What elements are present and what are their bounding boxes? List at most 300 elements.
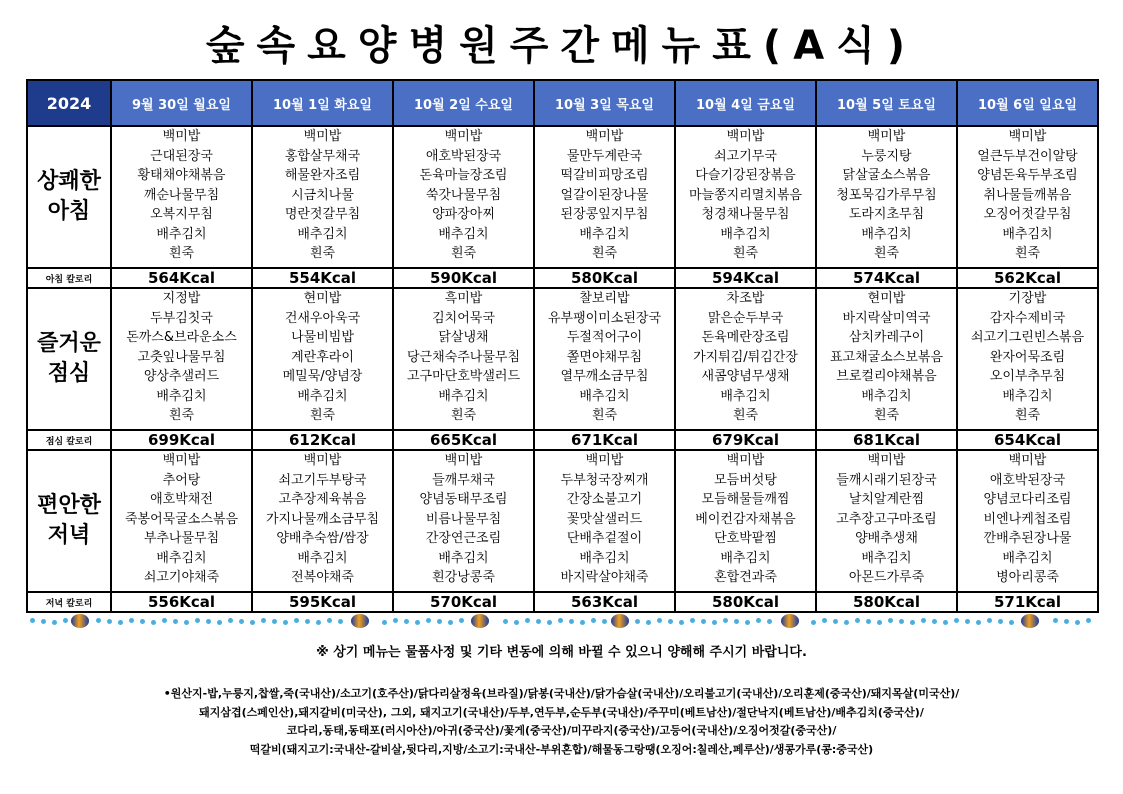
menu-item: 두부김칫국: [150, 310, 213, 326]
lunch-menu-cell: [393, 288, 534, 430]
bubble-dot: [723, 618, 728, 623]
menu-item: 쑥갓나물무침: [425, 187, 502, 203]
dinner-menu-cell: [816, 450, 957, 592]
bubble-dot: [866, 619, 871, 624]
origin-line: 돼지삼겹(스페인산),돼지갈비(미국산), 그외, 돼지고기(국내산)/두부,연두부,순두부(국내산)/주꾸미(베트남산)/절단낙지(베트남산)/배추김치(중국산)/: [199, 705, 924, 719]
menu-item: 추어탕: [162, 472, 201, 488]
menu-item: 배추김치: [438, 388, 489, 404]
menu-item: 백미밥: [726, 129, 765, 144]
lunch-kcal-label: 점심 칼로리: [27, 430, 111, 450]
origin-line: 코다리,동태,동태포(러시아산)/아귀(중국산)/꽃게(중국산)/미꾸라지(중국산)/고등어(국내산)/오징어젓갈(중국산)/: [286, 724, 837, 737]
menu-item: 깐배추된장나물: [983, 531, 1072, 546]
menu-item: 새콤양념무생채: [701, 369, 790, 384]
menu-item: 가지튀김/튀김간장: [693, 349, 798, 365]
menu-item: 흰죽: [1014, 408, 1041, 423]
bubble-dot: [239, 619, 244, 624]
menu-item: 백미밥: [867, 453, 906, 468]
bubble-dot: [206, 619, 211, 624]
menu-item: 간장소불고기: [566, 492, 643, 507]
bubble-dot: [162, 618, 167, 623]
dinner-kcal-value: 563Kcal: [534, 592, 675, 612]
menu-item: 두부청국장찌개: [560, 472, 649, 488]
menu-item: 흰죽: [591, 408, 618, 423]
menu-item: 얼큰두부건이알탕: [977, 148, 1078, 164]
menu-item: 배추김치: [861, 550, 912, 566]
breakfast-kcal-value: 594Kcal: [675, 268, 816, 288]
menu-item: 돈육메란장조림: [701, 330, 790, 345]
bubble-dot: [690, 618, 695, 623]
bubble-dot: [415, 620, 420, 625]
lunch-kcal-value: 612Kcal: [252, 430, 393, 450]
bubble-dot: [558, 618, 563, 623]
dinner-kcal-value: 580Kcal: [816, 592, 957, 612]
menu-item: 마늘쫑지리멸치볶음: [688, 187, 803, 203]
day-header: 10월 4일 금요일: [675, 80, 816, 126]
bubble-dot: [217, 620, 222, 625]
menu-item: 백미밥: [162, 453, 201, 468]
menu-item: 나물비빔밥: [291, 330, 354, 345]
menu-item: 모듬해물들깨찜: [701, 492, 790, 507]
menu-item: 김치어묵국: [432, 310, 495, 326]
menu-item: 흰죽: [873, 408, 900, 423]
lunch-kcal-value: 654Kcal: [957, 430, 1098, 450]
lunch-label-line2: 점심: [47, 361, 91, 386]
lunch-menu-cell: [675, 288, 816, 430]
lunch-menu-cell: [534, 288, 675, 430]
bubble-dot: [1009, 620, 1014, 625]
bubble-dot: [382, 620, 387, 625]
day-header: 10월 1일 화요일: [252, 80, 393, 126]
menu-item: 취나물들깨볶음: [983, 187, 1072, 203]
lunch-kcal-value: 665Kcal: [393, 430, 534, 450]
menu-item: 양파장아찌: [432, 207, 495, 222]
breakfast-label: [27, 126, 111, 268]
menu-item: 고구마단호박샐러드: [406, 369, 521, 384]
bubble-dot: [63, 618, 68, 623]
dinner-kcal-value: 556Kcal: [111, 592, 252, 612]
bubble-dot: [52, 620, 57, 625]
lunch-kcal-value: 679Kcal: [675, 430, 816, 450]
bubble-dot: [987, 618, 992, 623]
menu-item: 배추김치: [579, 550, 630, 566]
menu-item: 양배추숙쌈/쌈장: [276, 531, 369, 546]
menu-item: 병아리콩죽: [996, 570, 1059, 585]
bubble-dot: [811, 620, 816, 625]
menu-item: 단배추겉절이: [566, 531, 643, 546]
menu-item: 양념동태무조림: [419, 492, 508, 507]
menu-item: 날치알계란찜: [848, 492, 925, 507]
fish-icon: [611, 614, 629, 628]
menu-item: 깨순나물무침: [143, 187, 220, 203]
menu-item: 부추나물무침: [143, 531, 220, 546]
menu-item: 백미밥: [585, 453, 624, 468]
bubble-dot: [1086, 618, 1091, 623]
bubble-dot: [943, 620, 948, 625]
menu-item: 흑미밥: [444, 291, 483, 306]
bubble-dot: [921, 618, 926, 623]
lunch-menu-cell: [816, 288, 957, 430]
bubble-dot: [580, 620, 585, 625]
menu-item: 배추김치: [720, 388, 771, 404]
menu-item: 흰죽: [450, 246, 477, 261]
weekly-menu-table: [26, 79, 1099, 613]
menu-item: 배추김치: [579, 226, 630, 242]
menu-item: 흰죽: [732, 408, 759, 423]
menu-item: 양배추생채: [855, 531, 918, 546]
bubble-dot: [767, 619, 772, 624]
bubble-dot: [591, 618, 596, 623]
bubble-dot: [833, 619, 838, 624]
menu-item: 배추김치: [297, 388, 348, 404]
origin-line: 떡갈비(돼지고기:국내산-갈비살,뒷다리,지방/소고기:국내산-부위혼합)/해물동그랑땡(오징어:칠레산,페루산)/생콩가루(콩:중국산): [249, 742, 874, 756]
menu-item: 배추김치: [438, 550, 489, 566]
bubble-dot: [437, 619, 442, 624]
menu-item: 가지나물깨소금무침: [265, 511, 380, 527]
lunch-menu-cell: [252, 288, 393, 430]
menu-item: 흰죽: [309, 408, 336, 423]
breakfast-kcal-value: 574Kcal: [816, 268, 957, 288]
bubble-dot: [140, 619, 145, 624]
dinner-menu-cell: [534, 450, 675, 592]
day-header: 10월 6일 일요일: [957, 80, 1098, 126]
bubble-dot: [118, 620, 123, 625]
bubble-dot: [899, 619, 904, 624]
menu-item: 차조밥: [726, 291, 765, 306]
menu-item: 시금치나물: [291, 187, 354, 203]
bubble-dot: [998, 619, 1003, 624]
menu-item: 닭살굴소스볶음: [842, 168, 931, 183]
lunch-kcal-value: 699Kcal: [111, 430, 252, 450]
bubble-dot: [250, 620, 255, 625]
menu-item: 아몬드가루죽: [848, 570, 925, 585]
bubble-dot: [756, 618, 761, 623]
bubble-dot: [536, 619, 541, 624]
bubble-dot: [448, 620, 453, 625]
menu-item: 고추장제육볶음: [278, 492, 367, 507]
bubble-dot: [602, 619, 607, 624]
year-cell: 2024: [27, 80, 111, 126]
menu-item: 백미밥: [444, 453, 483, 468]
menu-item: 브로컬리야채볶음: [836, 369, 937, 384]
menu-item: 배추김치: [1002, 550, 1053, 566]
menu-item: 백미밥: [1008, 129, 1047, 144]
bubble-fish-decoration: [30, 612, 1090, 634]
header-row: [27, 80, 1098, 126]
origin-info: [40, 685, 1083, 759]
breakfast-menu-cell: [816, 126, 957, 268]
bubble-dot: [1075, 620, 1080, 625]
breakfast-label-line2: 아침: [47, 199, 91, 224]
menu-item: 누룽지탕: [861, 148, 912, 164]
menu-item: 양념돈육두부조림: [977, 168, 1078, 183]
fish-icon: [471, 614, 489, 628]
breakfast-menu-cell: [252, 126, 393, 268]
day-header: 10월 3일 목요일: [534, 80, 675, 126]
menu-item: 오징어젓갈무침: [983, 207, 1072, 222]
menu-item: 흰죽: [591, 246, 618, 261]
menu-item: 청포묵김가루무침: [836, 187, 937, 203]
bubble-dot: [679, 620, 684, 625]
menu-item: 단호박팥찜: [714, 531, 777, 546]
menu-item: 비엔나케첩조림: [983, 511, 1072, 527]
bubble-dot: [129, 618, 134, 623]
menu-item: 유부팽이미소된장국: [547, 310, 662, 326]
menu-item: 찰보리밥: [579, 291, 630, 306]
menu-item: 돈까스&브라운소스: [126, 330, 237, 345]
menu-item: 백미밥: [585, 129, 624, 144]
lunch-row: [27, 288, 1098, 430]
dinner-menu-cell: [675, 450, 816, 592]
dinner-label: [27, 450, 111, 592]
menu-item: 배추김치: [297, 550, 348, 566]
dinner-menu-cell: [957, 450, 1098, 592]
menu-item: 애호박된장국: [425, 148, 502, 164]
lunch-label: [27, 288, 111, 430]
menu-item: 된장콩잎지무침: [560, 207, 649, 222]
breakfast-kcal-value: 564Kcal: [111, 268, 252, 288]
bubble-dot: [910, 620, 915, 625]
menu-item: 백미밥: [1008, 453, 1047, 468]
menu-item: 쇠고기무국: [714, 148, 777, 164]
menu-item: 흰죽: [450, 408, 477, 423]
dinner-kcal-value: 580Kcal: [675, 592, 816, 612]
menu-item: 흰죽: [873, 246, 900, 261]
menu-item: 들깨시래기된장국: [836, 472, 937, 488]
menu-item: 황태채야채볶음: [137, 168, 226, 183]
bubble-dot: [569, 619, 574, 624]
menu-item: 백미밥: [867, 129, 906, 144]
bubble-dot: [327, 618, 332, 623]
menu-item: 죽봉어묵굴소스볶음: [124, 511, 239, 527]
day-header: 9월 30일 월요일: [111, 80, 252, 126]
menu-item: 흰죽: [309, 246, 336, 261]
bubble-dot: [1053, 618, 1058, 623]
menu-item: 메밀묵/양념장: [282, 369, 363, 384]
menu-item: 삼치카레구이: [848, 330, 925, 345]
menu-item: 떡갈비피망조림: [560, 168, 649, 183]
menu-item: 혼합견과죽: [714, 570, 777, 585]
lunch-kcal-row: [27, 430, 1098, 450]
menu-item: 배추김치: [438, 226, 489, 242]
menu-item: 배추김치: [720, 226, 771, 242]
bubble-dot: [734, 619, 739, 624]
dinner-menu-cell: [252, 450, 393, 592]
menu-item: 백미밥: [444, 129, 483, 144]
bubble-dot: [745, 620, 750, 625]
bubble-dot: [459, 618, 464, 623]
bubble-dot: [107, 619, 112, 624]
bubble-dot: [338, 619, 343, 624]
menu-item: 바지락살야채죽: [560, 570, 649, 585]
day-header: 10월 2일 수요일: [393, 80, 534, 126]
menu-item: 애호박된장국: [989, 472, 1066, 488]
menu-item: 쇠고기그린빈스볶음: [970, 330, 1085, 345]
breakfast-menu-cell: [111, 126, 252, 268]
lunch-menu-cell: [111, 288, 252, 430]
bubble-dot: [393, 618, 398, 623]
menu-item: 감자수제비국: [989, 310, 1066, 326]
bubble-dot: [1064, 619, 1069, 624]
dinner-kcal-value: 570Kcal: [393, 592, 534, 612]
menu-item: 돈육마늘장조림: [419, 168, 508, 183]
dinner-kcal-label: 저녁 칼로리: [27, 592, 111, 612]
bubble-dot: [547, 620, 552, 625]
menu-item: 배추김치: [1002, 388, 1053, 404]
menu-item: 계란후라이: [291, 349, 354, 365]
menu-item: 백미밥: [162, 129, 201, 144]
menu-item: 물만두계란국: [566, 148, 643, 164]
origin-line: •원산지-밥,누룽지,찹쌀,죽(국내산)/소고기(호주산)/닭다리살정육(브라질)/닭봉(국내산)/닭가슴살(국내산)/오리불고기(국내산)/오리훈제(중국산)/돼지목살(미국산)/: [163, 687, 960, 700]
bubble-dot: [844, 620, 849, 625]
menu-item: 들깨무채국: [432, 472, 495, 488]
menu-item: 흰죽: [1014, 246, 1041, 261]
bubble-dot: [294, 618, 299, 623]
menu-item: 꽃맛살샐러드: [566, 511, 643, 527]
breakfast-kcal-value: 580Kcal: [534, 268, 675, 288]
breakfast-kcal-value: 562Kcal: [957, 268, 1098, 288]
dinner-kcal-value: 571Kcal: [957, 592, 1098, 612]
menu-item: 배추김치: [579, 388, 630, 404]
bubble-dot: [701, 619, 706, 624]
breakfast-menu-cell: [675, 126, 816, 268]
bubble-dot: [855, 618, 860, 623]
bubble-dot: [283, 620, 288, 625]
bubble-dot: [96, 618, 101, 623]
menu-item: 도라지초무침: [848, 207, 925, 222]
bubble-dot: [822, 618, 827, 623]
menu-item: 흰강낭콩죽: [432, 570, 495, 585]
dinner-menu-cell: [393, 450, 534, 592]
menu-item: 고추장고구마조림: [836, 511, 937, 527]
menu-item: 지정밥: [162, 291, 201, 306]
menu-item: 배추김치: [156, 388, 207, 404]
bubble-dot: [877, 620, 882, 625]
lunch-menu-cell: [957, 288, 1098, 430]
bubble-dot: [184, 620, 189, 625]
notice-text: ※ 상기 메뉴는 물품사정 및 기타 변동에 의해 바뀔 수 있으니 양해해 주시기 바랍니다.: [316, 645, 807, 660]
bubble-dot: [888, 618, 893, 623]
dinner-row: [27, 450, 1098, 592]
bubble-dot: [173, 619, 178, 624]
page-title: 숲속요양병원주간메뉴표(A식): [205, 23, 918, 69]
menu-item: 열무깨소금무침: [560, 369, 649, 384]
bubble-dot: [646, 620, 651, 625]
menu-item: 배추김치: [720, 550, 771, 566]
menu-item: 다슬기강된장볶음: [695, 168, 796, 183]
menu-item: 백미밥: [726, 453, 765, 468]
menu-item: 흰죽: [168, 408, 195, 423]
day-header: 10월 5일 토요일: [816, 80, 957, 126]
bubble-dot: [426, 618, 431, 623]
breakfast-menu-cell: [534, 126, 675, 268]
fish-icon: [71, 614, 89, 628]
menu-item: 쇠고기두부탕국: [278, 472, 367, 488]
bubble-dot: [525, 618, 530, 623]
breakfast-kcal-value: 554Kcal: [252, 268, 393, 288]
bubble-dot: [30, 618, 35, 623]
bubble-dot: [635, 619, 640, 624]
bubble-dot: [305, 619, 310, 624]
menu-item: 배추김치: [861, 226, 912, 242]
lunch-kcal-value: 681Kcal: [816, 430, 957, 450]
dinner-kcal-row: [27, 592, 1098, 612]
bubble-dot: [404, 619, 409, 624]
bubble-dot: [954, 618, 959, 623]
breakfast-kcal-row: [27, 268, 1098, 288]
menu-item: 양상추샐러드: [143, 369, 220, 384]
menu-item: 기장밥: [1008, 291, 1047, 306]
bubble-dot: [151, 620, 156, 625]
menu-item: 홍합살무채국: [284, 148, 361, 164]
dinner-menu-cell: [111, 450, 252, 592]
menu-item: 맑은순두부국: [707, 310, 784, 326]
breakfast-row: [27, 126, 1098, 268]
menu-item: 배추김치: [156, 226, 207, 242]
bubble-dot: [261, 618, 266, 623]
bubble-dot: [316, 620, 321, 625]
menu-item: 간장연근조림: [425, 531, 502, 546]
menu-item: 모듬버섯탕: [714, 472, 777, 488]
bubble-dot: [668, 619, 673, 624]
breakfast-kcal-label: 아침 칼로리: [27, 268, 111, 288]
menu-item: 배추김치: [861, 388, 912, 404]
menu-item: 표고채굴소스보볶음: [829, 349, 944, 365]
bubble-dot: [272, 619, 277, 624]
dinner-label-line1: 편안한: [37, 493, 101, 518]
menu-item: 애호박채전: [150, 492, 213, 507]
menu-item: 해물완자조림: [284, 168, 361, 183]
menu-item: 배추김치: [297, 226, 348, 242]
bubble-dot: [932, 619, 937, 624]
menu-item: 얼갈이된장나물: [560, 187, 649, 203]
menu-item: 청경채나물무침: [701, 207, 790, 222]
menu-item: 백미밥: [303, 453, 342, 468]
fish-icon: [781, 614, 799, 628]
fish-icon: [1021, 614, 1039, 628]
dinner-label-line2: 저녁: [47, 523, 91, 548]
menu-item: 근대된장국: [150, 148, 213, 164]
lunch-kcal-value: 671Kcal: [534, 430, 675, 450]
lunch-label-line1: 즐거운: [37, 331, 101, 356]
menu-item: 흰죽: [732, 246, 759, 261]
dinner-kcal-value: 595Kcal: [252, 592, 393, 612]
menu-item: 오이부추무침: [989, 369, 1066, 384]
menu-item: 건새우아욱국: [284, 310, 361, 326]
menu-item: 쫄면야채무침: [566, 349, 643, 365]
menu-item: 배추김치: [156, 550, 207, 566]
breakfast-label-line1: 상쾌한: [37, 169, 101, 194]
bubble-dot: [228, 618, 233, 623]
menu-item: 전복야채죽: [291, 570, 354, 585]
menu-item: 두절적어구이: [566, 330, 643, 345]
bubble-dot: [976, 620, 981, 625]
breakfast-menu-cell: [393, 126, 534, 268]
menu-item: 베이컨감자채볶음: [695, 511, 796, 527]
menu-item: 바지락살미역국: [842, 310, 931, 326]
menu-item: 현미밥: [303, 291, 342, 306]
bubble-dot: [41, 619, 46, 624]
bubble-dot: [195, 618, 200, 623]
menu-item: 명란젓갈무침: [284, 207, 361, 222]
breakfast-menu-cell: [957, 126, 1098, 268]
menu-item: 닭살냉채: [438, 330, 489, 345]
menu-item: 현미밥: [867, 291, 906, 306]
bubble-dot: [965, 619, 970, 624]
fish-icon: [351, 614, 369, 628]
menu-item: 쇠고기야채죽: [143, 570, 220, 585]
menu-item: 흰죽: [168, 246, 195, 261]
breakfast-kcal-value: 590Kcal: [393, 268, 534, 288]
